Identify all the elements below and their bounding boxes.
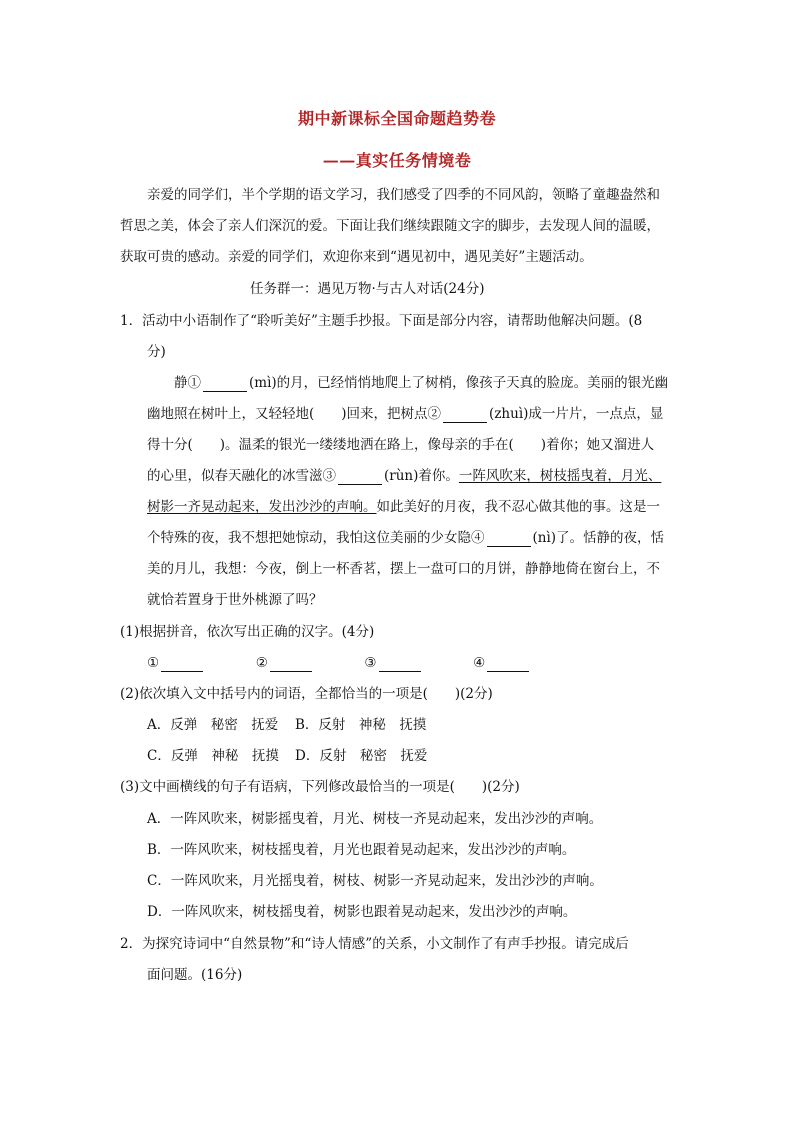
passage-line-2: 幽地照在树叶上，又轻轻地( )回来，把树点② (zhuì)成一片片，一点点，显 bbox=[147, 406, 664, 422]
page-subtitle: ——真实任务情境卷 bbox=[322, 151, 472, 170]
sub-question-3-option-c: C．一阵风吹来，月光摇曳着，树枝、树影一齐晃动起来，发出沙沙的声响。 bbox=[147, 873, 603, 889]
passage-line-3: 得十分( )。温柔的银光一缕缕地洒在路上，像母亲的手在( )着你；她又溜进人 bbox=[147, 437, 655, 453]
sub-question-2: (2)依次填入文中括号内的词语，全都恰当的一项是( )(2分) bbox=[120, 686, 493, 702]
sub-question-3: (3)文中画横线的句子有语病，下列修改最恰当的一项是( )(2分) bbox=[120, 779, 520, 795]
sub-question-2-options-row-2 bbox=[147, 747, 427, 765]
sub-question-3-option-a: A．一阵风吹来，树影摇曳着，月光、树枝一齐晃动起来，发出沙沙的声响。 bbox=[147, 811, 603, 827]
passage-line-1: 静① (mì)的月，已经悄悄地爬上了树梢，像孩子天真的脸庞。美丽的银光幽 bbox=[174, 375, 669, 391]
passage-line-4: 的心里，似春天融化的冰雪滋③ (rùn)着你。一阵风吹来，树枝摇曳着，月光、 bbox=[147, 468, 662, 484]
answer-blanks-row: ① ② ③ ④ bbox=[147, 654, 531, 672]
sub-question-3-option-d: D．一阵风吹来，树枝摇曳着，树影也跟着晃动起来，发出沙沙的声响。 bbox=[147, 904, 577, 920]
question-1-line-1: 1．活动中小语制作了“聆听美好”主题手抄报。下面是部分内容，请帮助他解决问题。(8 bbox=[120, 313, 643, 329]
option-c: C．反弹 神秘 抚摸 bbox=[147, 748, 279, 764]
sub-question-3-option-b: B．一阵风吹来，树枝摇曳着，月光也跟着晃动起来，发出沙沙的声响。 bbox=[147, 842, 576, 858]
option-a: A．反弹 秘密 抚爱 bbox=[147, 717, 279, 733]
option-b: B．反射 神秘 抚摸 bbox=[295, 717, 427, 733]
blank-2 bbox=[443, 408, 487, 423]
answer-blank-1 bbox=[161, 657, 203, 672]
page-title: 期中新课标全国命题趋势卷 bbox=[297, 109, 496, 128]
answer-blank-2 bbox=[270, 657, 312, 672]
passage-line-7: 美的月儿，我想：今夜，倒上一杯香茗，摆上一盘可口的月饼，静静地倚在窗台上，不 bbox=[147, 561, 660, 577]
question-1-line-2: 分) bbox=[147, 344, 166, 360]
question-2-line-2: 面问题。(16分) bbox=[147, 967, 243, 983]
question-2-line-1: 2．为探究诗词中“自然景物”和“诗人情感”的关系，小文制作了有声手抄报。请完成后 bbox=[120, 936, 629, 952]
blank-3 bbox=[338, 470, 382, 485]
option-d: D．反射 秘密 抚爱 bbox=[295, 748, 428, 764]
intro-line-2: 哲思之美，体会了亲人们深沉的爱。下面让我们继续跟随文字的脚步，去发现人间的温暖， bbox=[120, 218, 660, 234]
answer-blank-3 bbox=[379, 657, 421, 672]
sub-question-1: (1)根据拼音，依次写出正确的汉字。(4分) bbox=[120, 624, 375, 640]
intro-line-3: 获取可贵的感动。亲爱的同学们，欢迎你来到“遇见初中，遇见美好”主题活动。 bbox=[120, 249, 593, 265]
blank-1 bbox=[203, 377, 247, 392]
underlined-sentence-part-1: 一阵风吹来，树枝摇曳着，月光、 bbox=[458, 468, 662, 484]
task-group-heading: 任务群一：遇见万物·与古人对话(24分) bbox=[250, 281, 485, 297]
sub-question-2-options-row-1 bbox=[147, 716, 426, 734]
passage-line-6: 个特殊的夜，我不想把她惊动，我怕这位美丽的少女隐④ (nì)了。恬静的夜，恬 bbox=[147, 530, 665, 546]
passage-line-8: 就恰若置身于世外桃源了吗？ bbox=[147, 592, 323, 608]
answer-blank-4 bbox=[487, 657, 529, 672]
blank-4 bbox=[487, 532, 531, 547]
passage-line-5: 树影一齐晃动起来，发出沙沙的声响。如此美好的月夜，我不忍心做其他的事。这是一 bbox=[147, 499, 660, 515]
underlined-sentence-part-2: 树影一齐晃动起来，发出沙沙的声响。 bbox=[147, 499, 377, 515]
intro-line-1: 亲爱的同学们，半个学期的语文学习，我们感受了四季的不同风韵，领略了童趣盎然和 bbox=[147, 187, 660, 203]
